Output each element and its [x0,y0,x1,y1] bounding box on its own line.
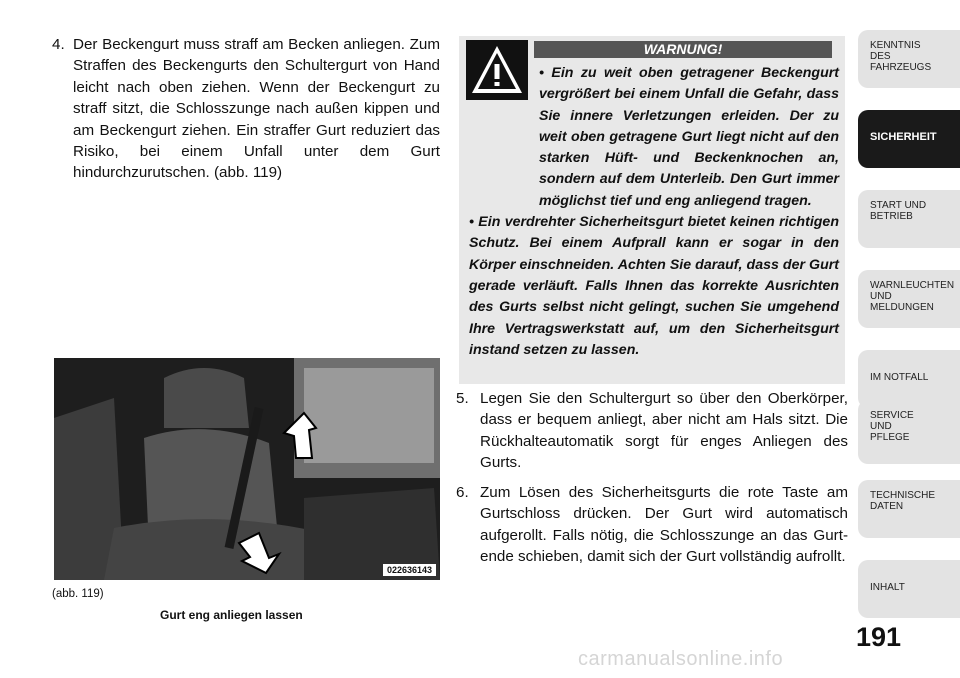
step-4 [52,34,440,184]
tab-label: INHALT [870,582,905,593]
tab-label: MELDUNGEN [870,302,934,313]
step-number: 4. [52,36,65,53]
tab-sicherheit[interactable] [858,110,960,168]
tab-label: DES [870,51,891,62]
warning-bullet-1: • Ein zu weit oben getragener Beckengurt vergrößert bei einem Unfall die Gefahr, dass Sie innere Verletzungen erleiden. Der zu weit oben getragene Gurt liegt nicht auf den starken Hüft- und Beckenknochen an, sondern auf dem Unterleib. Den Gurt immer möglichst tief und eng anliegend tragen. [539,65,839,209]
step-text: Der Beckengurt muss straff am Becken anliegen. Zum Straffen des Beckengurts den Schultergurt von Hand leicht nach oben ziehen. Wenn der Beckengurt zu straff sitzt, die Schlosszunge nach außen kippen und am Beckengurt ziehen. Ein straffer Gurt reduziert das Risiko, bei einem Unfall unter dem Gurt hindurchzurutschen. (abb. 119) [73,36,440,182]
page-number: 191 [856,622,902,652]
tab-label: SERVICE [870,410,914,421]
figure-caption: Gurt eng anliegen lassen [160,608,303,622]
tab-label: START UND [870,200,927,211]
tab-kenntnis-des-fahrzeugs[interactable] [858,30,960,88]
tab-label: KENNTNIS [870,40,921,51]
tab-label: IM NOTFALL [870,372,929,383]
figure-reference: (abb. 119) [52,588,104,600]
figure-seatbelt-photo [54,358,440,580]
tab-label: WARNLEUCHTEN [870,280,955,291]
step-text: Zum Lösen des Sicherheitsgurts die rote Taste am Gurtschloss drücken. Der Gurt wird automatisch aufgerollt. Falls nötig, die Schlosszunge an das Gurtende schieben, damit sich der Gurt vollständig aufrollt. [480,484,848,566]
step-5 [456,388,848,474]
tab-warnleuchten[interactable] [858,270,960,328]
tab-label: TECHNISCHE [870,490,936,501]
tab-label: SICHERHEIT [870,131,937,143]
warning-box [459,36,845,384]
warning-bullet-2: • Ein verdrehter Sicherheitsgurt bietet keinen richtigen Schutz. Bei einem Aufprall kann er sogar in den Körper einschneiden. Achten Sie darauf, dass der Gurt gerade verläuft. Falls Ihnen das korrekte Ausrichten des Gurts selbst nicht gelingt, suchen Sie umgehend Ihre Vertragswerkstatt auf, um den Sicherheitsgurt instand setzen zu lassen. [469,214,839,358]
warning-title: WARNUNG! [534,41,832,58]
watermark: carmanualsonline.info [578,648,784,670]
tab-label: UND [870,421,892,432]
tab-start-und-betrieb[interactable] [858,190,960,248]
tab-service-und-pflege[interactable] [858,400,960,464]
tab-label: UND [870,291,892,302]
tab-label: DATEN [870,501,904,512]
tab-technische-daten[interactable] [858,480,960,538]
figure-code: 0226361​43 [383,564,436,576]
step-number: 6. [456,484,469,501]
tab-label: FAHRZEUGS [870,62,932,73]
tab-label: BETRIEB [870,211,913,222]
step-number: 5. [456,390,469,407]
step-text: Legen Sie den Schultergurt so über den Oberkörper, dass er bequem anliegt, aber nicht am Hals sitzt. Die Rückhalteautomatik sorgt für enges Anliegen des Gurts. [480,390,848,472]
tab-label: PFLEGE [870,432,910,443]
step-6 [456,482,848,568]
tab-inhalt[interactable] [858,560,960,618]
warning-text [469,63,839,361]
